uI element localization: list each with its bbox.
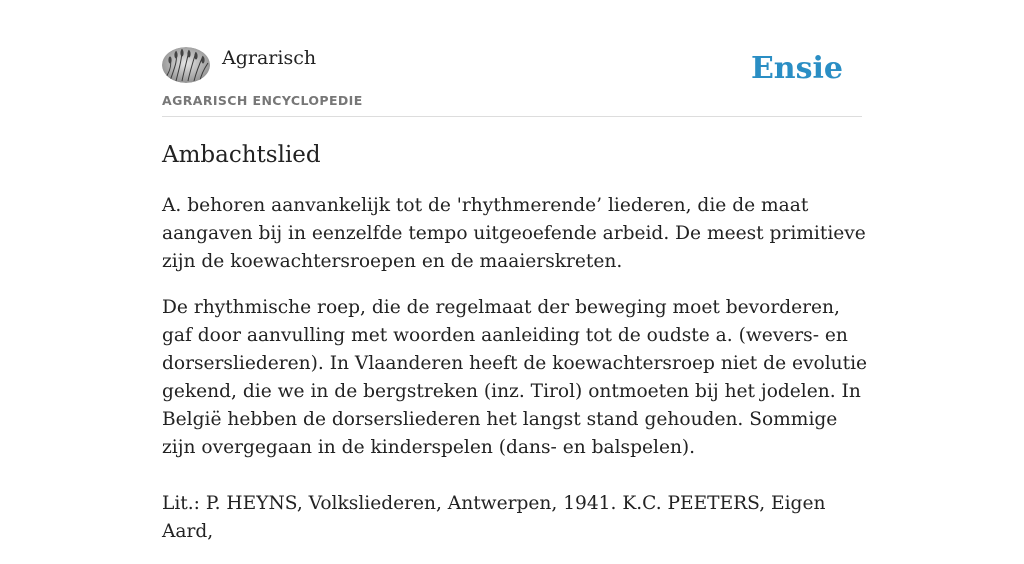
header xyxy=(162,0,862,117)
literature-reference: Lit.: P. HEYNS, Volksliederen, Antwerpen, 1941. K.C. PEETERS, Eigen Aard, xyxy=(162,493,826,542)
site-name[interactable]: Agrarisch xyxy=(222,47,317,69)
site-subtitle: AGRARISCH ENCYCLOPEDIE xyxy=(162,93,363,108)
article-body xyxy=(162,192,872,564)
article-paragraph: De rhythmische roep, die de regelmaat der beweging moet bevorderen, gaf door aanvulling met woorden aanleiding tot de oudste a. (wevers- en dorsersliederen). In Vlaanderen heeft de koewachtersroep niet de evolutie gekend, die we in de bergstreken (inz. Tirol) ontmoeten bij het jodelen. In België hebben de dorsersliederen het langst stand gehouden. Sommige zijn overgegaan in de kinderspelen (dans- en balspelen). xyxy=(162,297,868,458)
article-title: Ambachtslied xyxy=(162,142,321,168)
article-paragraph: A. behoren aanvankelijk tot de 'rhythmerende’ liederen, die de maat aangaven bij in eenzelfde tempo uitgeoefende arbeid. De meest primitieve zijn de koewachtersroepen en de maaierskreten. xyxy=(162,195,866,272)
wheat-engraving-icon[interactable] xyxy=(162,47,210,83)
page-container xyxy=(162,0,868,542)
ensie-logo[interactable]: Ensie xyxy=(750,51,843,86)
